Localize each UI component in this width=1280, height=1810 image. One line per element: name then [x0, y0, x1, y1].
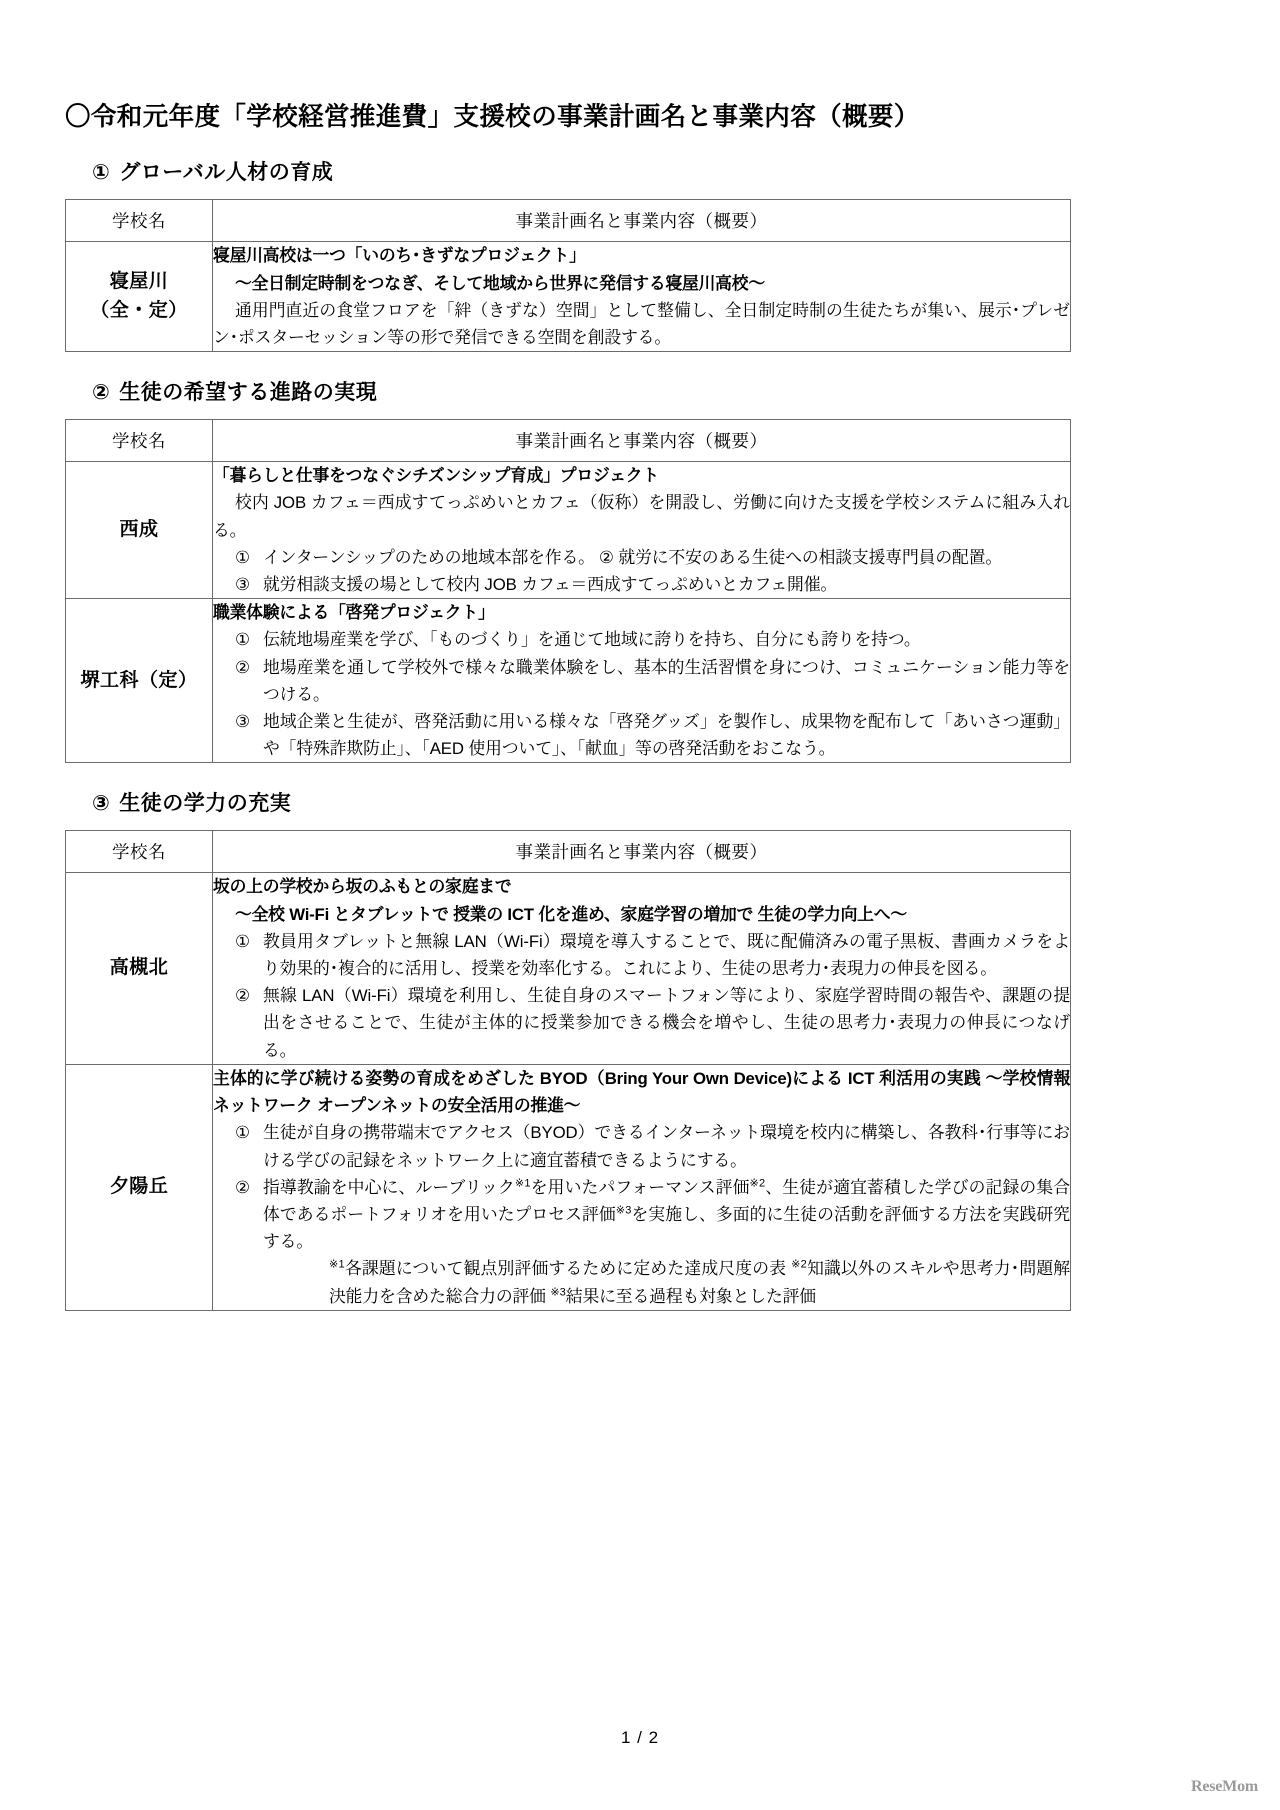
list-item: [213, 654, 1070, 708]
item-text: 無線 LAN（Wi-Fi）環境を利用し、生徒自身のスマートフォン等により、家庭学習時間の報告や、課題の提出をさせることで、生徒が主体的に授業参加できる機会を増やし、生徒の思考力･表現力の伸長につなげる。: [263, 986, 1070, 1060]
school-name-line1: 高槻北: [109, 957, 169, 979]
table-header-row: [66, 420, 1071, 462]
column-header-plan: 事業計画名と事業内容（概要）: [213, 831, 1071, 873]
page-number: 1 / 2: [620, 1728, 660, 1747]
list-item: [213, 1119, 1070, 1173]
plan-title-line1: 寝屋川高校は一つ「いのち･きずなプロジェクト」: [213, 246, 586, 266]
item-text-b: を用いたパフォーマンス評価: [530, 1177, 750, 1197]
section-heading-2: [92, 376, 1160, 406]
section-label-1: グローバル人材の育成: [119, 161, 334, 185]
item-marker: ①: [235, 547, 250, 567]
column-header-school: 学校名: [66, 200, 213, 242]
footnote-mark-3: ※3: [550, 1285, 566, 1298]
list-item: [213, 571, 1070, 598]
plan-content-cell: [213, 873, 1071, 1064]
plan-item-list: [213, 1119, 1070, 1255]
plan-description: 校内 JOB カフェ＝西成すてっぷめいとカフェ（仮称）を開設し、労働に向けた支援を学校システムに組み入れる。: [213, 493, 1070, 540]
school-name-line1: 堺工科（定）: [80, 669, 198, 691]
list-item: [213, 1174, 1070, 1256]
table-row: [66, 1064, 1071, 1310]
section-label-2: 生徒の希望する進路の実現: [119, 381, 378, 405]
section-number-3: ③: [92, 792, 111, 816]
school-name-cell: [66, 462, 213, 599]
table-header-row: [66, 831, 1071, 873]
item-text: 地域企業と生徒が、啓発活動に用いる様々な「啓発グッズ」を製作し、成果物を配布して「あいさつ運動」や「特殊詐欺防止」、「AED 使用ついて」、「献血」等の啓発活動をおこなう。: [263, 712, 1070, 759]
item-text: インターンシップのための地域本部を作る。: [263, 547, 595, 567]
item-text-c: 、生徒が適宜蓄積した学びの記録の集合体であるポートフォリオを用いたプロセス評価: [263, 1177, 1070, 1224]
table-row: [66, 462, 1071, 599]
section-number-2: ②: [92, 381, 111, 405]
plan-content-cell: [213, 242, 1071, 352]
item-marker: ②: [235, 986, 250, 1006]
footnote-text-2: 知識以外のスキルや思考力･問題解決能力を含めた総合力の評価: [329, 1259, 1070, 1306]
item-marker: ②: [235, 1177, 250, 1197]
plan-title-line2: ～全日制定時制をつなぎ、そして地域から世界に発信する寝屋川高校～: [235, 273, 765, 293]
item-text-d: を実施し、多面的に生徒の活動を評価する方法を実践研究する。: [263, 1204, 1070, 1252]
column-header-school: 学校名: [66, 420, 213, 462]
school-name-line1: 夕陽丘: [109, 1176, 169, 1198]
column-header-plan: 事業計画名と事業内容（概要）: [213, 200, 1071, 242]
plan-title-line1: 職業体験による「啓発プロジェクト」: [213, 603, 495, 623]
item-text: 教員用タブレットと無線 LAN（Wi-Fi）環境を導入することで、既に配備済みの電子黒板、書画カメラをより効果的･複合的に活用し、授業を効率化する。これにより、生徒の思考力･表現力の伸長を図る。: [263, 931, 1070, 979]
section-number-1: ①: [92, 161, 111, 185]
item-text: 伝統地場産業を学び、「ものづくり」を通じて地域に誇りを持ち、自分にも誇りを持つ。: [263, 630, 921, 650]
school-name-cell: [66, 873, 213, 1064]
footnote-mark-2: ※2: [791, 1258, 807, 1271]
footnote-ref-1: ※1: [514, 1177, 531, 1190]
item-marker: ①: [235, 1123, 250, 1143]
plan-item-list: [213, 928, 1070, 1064]
footnote-ref-2: ※2: [749, 1177, 766, 1190]
column-header-plan: 事業計画名と事業内容（概要）: [213, 420, 1071, 462]
school-name-line2: （全・定）: [90, 299, 188, 321]
watermark-logo: ReseMom: [1190, 1778, 1258, 1795]
table-row: [66, 599, 1071, 763]
item-marker: ①: [235, 931, 250, 951]
item-marker-2: ②: [598, 547, 614, 567]
list-item: [213, 544, 1070, 571]
item-marker: ③: [235, 575, 250, 595]
footnote-text-1: 各課題について観点別評価するために定めた達成尺度の表: [344, 1259, 787, 1279]
footnote-ref-3: ※3: [615, 1204, 632, 1217]
school-name-line1: 寝屋川: [109, 271, 169, 293]
table-header-row: [66, 200, 1071, 242]
item-text-a: 指導教諭を中心に、ルーブリック: [263, 1177, 515, 1197]
footnote-mark-1: ※1: [329, 1258, 345, 1271]
school-name-cell: [66, 1064, 213, 1310]
table-row: [66, 242, 1071, 352]
plan-table-section-1: [65, 199, 1071, 352]
section-label-3: 生徒の学力の充実: [119, 792, 292, 816]
school-name-line1: 西成: [119, 518, 159, 540]
plan-content-cell: [213, 462, 1071, 599]
item-text: 地場産業を通して学校外で様々な職業体験をし、基本的生活習慣を身につけ、コミュニケーション能力等をつける。: [263, 657, 1070, 704]
plan-content-cell: [213, 1064, 1071, 1310]
column-header-school: 学校名: [66, 831, 213, 873]
table-row: [66, 873, 1071, 1064]
item-text: 就労相談支援の場として校内 JOB カフェ＝西成すてっぷめいとカフェ開催。: [263, 575, 838, 595]
school-name-cell: [66, 599, 213, 763]
plan-item-list: [213, 544, 1070, 598]
section-heading-1: [92, 156, 1160, 186]
plan-title-line1: 坂の上の学校から坂のふもとの家庭まで: [213, 877, 512, 897]
plan-table-section-3: [65, 830, 1071, 1310]
list-item: [213, 928, 1070, 982]
school-name-cell: [66, 242, 213, 352]
item-text-2: 就労に不安のある生徒への相談支援専門員の配置。: [618, 547, 1003, 567]
list-item: [213, 982, 1070, 1064]
plan-description: 通用門直近の食堂フロアを「絆（きずな）空間」として整備し、全日制定時制の生徒たちが集い、展示･プレゼン･ポスターセッション等の形で発信できる空間を創設する。: [213, 300, 1070, 348]
item-marker: ①: [235, 630, 250, 650]
plan-title-line1: 主体的に学び続ける姿勢の育成をめざした BYOD（Bring Your Own Device)による ICT 利活用の実践 ～学校情報ネットワーク オープンネットの安全活用の推進～: [213, 1068, 1070, 1116]
footnote-block: [213, 1255, 1070, 1309]
plan-title-line2: ～全校 Wi-Fi とタブレットで 授業の ICT 化を進め、家庭学習の増加で 生徒の学力向上へ～: [235, 904, 907, 924]
item-marker: ③: [235, 712, 250, 732]
plan-table-section-2: [65, 419, 1071, 763]
item-marker: ②: [235, 657, 250, 677]
page-title: 〇令和元年度「学校経営推進費」支援校の事業計画名と事業内容（概要）: [65, 103, 920, 131]
section-heading-3: [92, 787, 1160, 817]
plan-item-list: [213, 626, 1070, 762]
list-item: [213, 626, 1070, 653]
footnote-text-3: 結果に至る過程も対象とした評価: [565, 1286, 816, 1306]
plan-content-cell: [213, 599, 1071, 763]
plan-title-line1: 「暮らしと仕事をつなぐシチズンシップ育成」プロジェクト: [213, 466, 659, 486]
item-text: 生徒が自身の携帯端末でアクセス（BYOD）できるインターネット環境を校内に構築し、各教科･行事等における学びの記録をネットワーク上に適宜蓄積できるようにする。: [263, 1123, 1070, 1170]
list-item: [213, 708, 1070, 762]
